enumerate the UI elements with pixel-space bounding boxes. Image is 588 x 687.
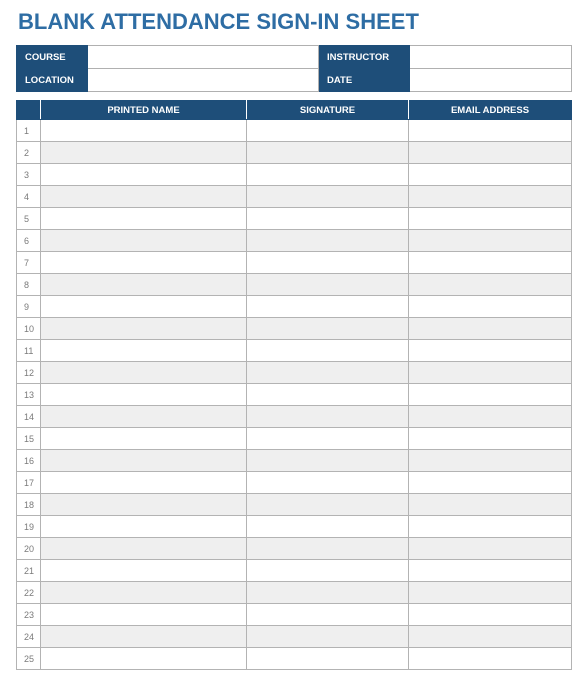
signature-cell[interactable] xyxy=(247,252,409,274)
row-number: 5 xyxy=(17,208,41,230)
attendance-header-row xyxy=(17,101,572,120)
email-address-cell[interactable] xyxy=(409,648,572,670)
email-address-cell[interactable] xyxy=(409,230,572,252)
table-row xyxy=(17,142,572,164)
signature-cell[interactable] xyxy=(247,428,409,450)
table-row xyxy=(17,516,572,538)
row-number: 4 xyxy=(17,186,41,208)
signature-header: SIGNATURE xyxy=(247,101,409,120)
email-address-cell[interactable] xyxy=(409,604,572,626)
email-address-cell[interactable] xyxy=(409,494,572,516)
date-label: DATE xyxy=(319,69,410,92)
email-address-cell[interactable] xyxy=(409,186,572,208)
table-row xyxy=(17,340,572,362)
location-field[interactable] xyxy=(88,69,319,92)
row-number: 8 xyxy=(17,274,41,296)
printed-name-cell[interactable] xyxy=(41,318,247,340)
email-address-header: EMAIL ADDRESS xyxy=(409,101,572,120)
printed-name-cell[interactable] xyxy=(41,186,247,208)
attendance-rows xyxy=(17,120,572,670)
printed-name-cell[interactable] xyxy=(41,538,247,560)
email-address-cell[interactable] xyxy=(409,340,572,362)
signature-cell[interactable] xyxy=(247,142,409,164)
email-address-cell[interactable] xyxy=(409,538,572,560)
printed-name-cell[interactable] xyxy=(41,604,247,626)
table-row xyxy=(17,252,572,274)
printed-name-cell[interactable] xyxy=(41,560,247,582)
printed-name-cell[interactable] xyxy=(41,648,247,670)
printed-name-cell[interactable] xyxy=(41,450,247,472)
printed-name-cell[interactable] xyxy=(41,164,247,186)
row-number: 23 xyxy=(17,604,41,626)
row-number: 19 xyxy=(17,516,41,538)
signature-cell[interactable] xyxy=(247,186,409,208)
instructor-field[interactable] xyxy=(410,46,572,69)
signature-cell[interactable] xyxy=(247,164,409,186)
printed-name-cell[interactable] xyxy=(41,472,247,494)
row-number: 24 xyxy=(17,626,41,648)
table-row xyxy=(17,296,572,318)
row-number: 10 xyxy=(17,318,41,340)
row-number: 12 xyxy=(17,362,41,384)
signature-cell[interactable] xyxy=(247,318,409,340)
table-row xyxy=(17,318,572,340)
printed-name-header: PRINTED NAME xyxy=(41,101,247,120)
signature-cell[interactable] xyxy=(247,538,409,560)
row-number: 14 xyxy=(17,406,41,428)
printed-name-cell[interactable] xyxy=(41,516,247,538)
row-number: 13 xyxy=(17,384,41,406)
email-address-cell[interactable] xyxy=(409,208,572,230)
email-address-cell[interactable] xyxy=(409,362,572,384)
printed-name-cell[interactable] xyxy=(41,406,247,428)
email-address-cell[interactable] xyxy=(409,472,572,494)
table-row xyxy=(17,186,572,208)
row-number: 16 xyxy=(17,450,41,472)
row-number: 11 xyxy=(17,340,41,362)
signature-cell[interactable] xyxy=(247,274,409,296)
row-number-header xyxy=(17,101,41,120)
course-label: COURSE xyxy=(17,46,88,69)
signature-cell[interactable] xyxy=(247,120,409,142)
email-address-cell[interactable] xyxy=(409,318,572,340)
email-address-cell[interactable] xyxy=(409,406,572,428)
course-field[interactable] xyxy=(88,46,319,69)
signature-cell[interactable] xyxy=(247,406,409,428)
table-row xyxy=(17,626,572,648)
table-row xyxy=(17,450,572,472)
signature-cell[interactable] xyxy=(247,582,409,604)
signature-cell[interactable] xyxy=(247,494,409,516)
signature-cell[interactable] xyxy=(247,626,409,648)
printed-name-cell[interactable] xyxy=(41,494,247,516)
signature-cell[interactable] xyxy=(247,296,409,318)
row-number: 2 xyxy=(17,142,41,164)
row-number: 3 xyxy=(17,164,41,186)
table-row xyxy=(17,406,572,428)
signature-cell[interactable] xyxy=(247,340,409,362)
row-number: 22 xyxy=(17,582,41,604)
signature-cell[interactable] xyxy=(247,208,409,230)
table-row xyxy=(17,164,572,186)
printed-name-cell[interactable] xyxy=(41,626,247,648)
signature-cell[interactable] xyxy=(247,648,409,670)
attendance-table xyxy=(16,100,572,670)
row-number: 7 xyxy=(17,252,41,274)
signature-cell[interactable] xyxy=(247,472,409,494)
signature-cell[interactable] xyxy=(247,516,409,538)
info-row-course xyxy=(17,46,572,69)
row-number: 1 xyxy=(17,120,41,142)
date-field[interactable] xyxy=(410,69,572,92)
table-row xyxy=(17,538,572,560)
email-address-cell[interactable] xyxy=(409,296,572,318)
table-row xyxy=(17,274,572,296)
row-number: 17 xyxy=(17,472,41,494)
table-row xyxy=(17,362,572,384)
page-title: BLANK ATTENDANCE SIGN-IN SHEET xyxy=(18,9,419,34)
email-address-cell[interactable] xyxy=(409,626,572,648)
signature-cell[interactable] xyxy=(247,450,409,472)
printed-name-cell[interactable] xyxy=(41,296,247,318)
email-address-cell[interactable] xyxy=(409,120,572,142)
printed-name-cell[interactable] xyxy=(41,208,247,230)
table-row xyxy=(17,208,572,230)
row-number: 18 xyxy=(17,494,41,516)
email-address-cell[interactable] xyxy=(409,142,572,164)
table-row xyxy=(17,120,572,142)
signature-cell[interactable] xyxy=(247,230,409,252)
email-address-cell[interactable] xyxy=(409,582,572,604)
signature-cell[interactable] xyxy=(247,604,409,626)
email-address-cell[interactable] xyxy=(409,274,572,296)
table-row xyxy=(17,494,572,516)
table-row xyxy=(17,560,572,582)
row-number: 25 xyxy=(17,648,41,670)
table-row xyxy=(17,428,572,450)
table-row xyxy=(17,384,572,406)
session-info-table xyxy=(16,45,572,92)
email-address-cell[interactable] xyxy=(409,516,572,538)
instructor-label: INSTRUCTOR xyxy=(319,46,410,69)
email-address-cell[interactable] xyxy=(409,428,572,450)
table-row xyxy=(17,582,572,604)
printed-name-cell[interactable] xyxy=(41,582,247,604)
signature-cell[interactable] xyxy=(247,560,409,582)
table-row xyxy=(17,472,572,494)
printed-name-cell[interactable] xyxy=(41,142,247,164)
printed-name-cell[interactable] xyxy=(41,384,247,406)
email-address-cell[interactable] xyxy=(409,164,572,186)
row-number: 6 xyxy=(17,230,41,252)
row-number: 9 xyxy=(17,296,41,318)
location-label: LOCATION xyxy=(17,69,88,92)
row-number: 20 xyxy=(17,538,41,560)
printed-name-cell[interactable] xyxy=(41,252,247,274)
printed-name-cell[interactable] xyxy=(41,428,247,450)
printed-name-cell[interactable] xyxy=(41,274,247,296)
email-address-cell[interactable] xyxy=(409,252,572,274)
printed-name-cell[interactable] xyxy=(41,340,247,362)
row-number: 21 xyxy=(17,560,41,582)
table-row xyxy=(17,604,572,626)
table-row xyxy=(17,230,572,252)
signature-cell[interactable] xyxy=(247,362,409,384)
table-row xyxy=(17,648,572,670)
email-address-cell[interactable] xyxy=(409,450,572,472)
printed-name-cell[interactable] xyxy=(41,120,247,142)
printed-name-cell[interactable] xyxy=(41,230,247,252)
email-address-cell[interactable] xyxy=(409,384,572,406)
printed-name-cell[interactable] xyxy=(41,362,247,384)
signature-cell[interactable] xyxy=(247,384,409,406)
info-row-location xyxy=(17,69,572,92)
row-number: 15 xyxy=(17,428,41,450)
email-address-cell[interactable] xyxy=(409,560,572,582)
